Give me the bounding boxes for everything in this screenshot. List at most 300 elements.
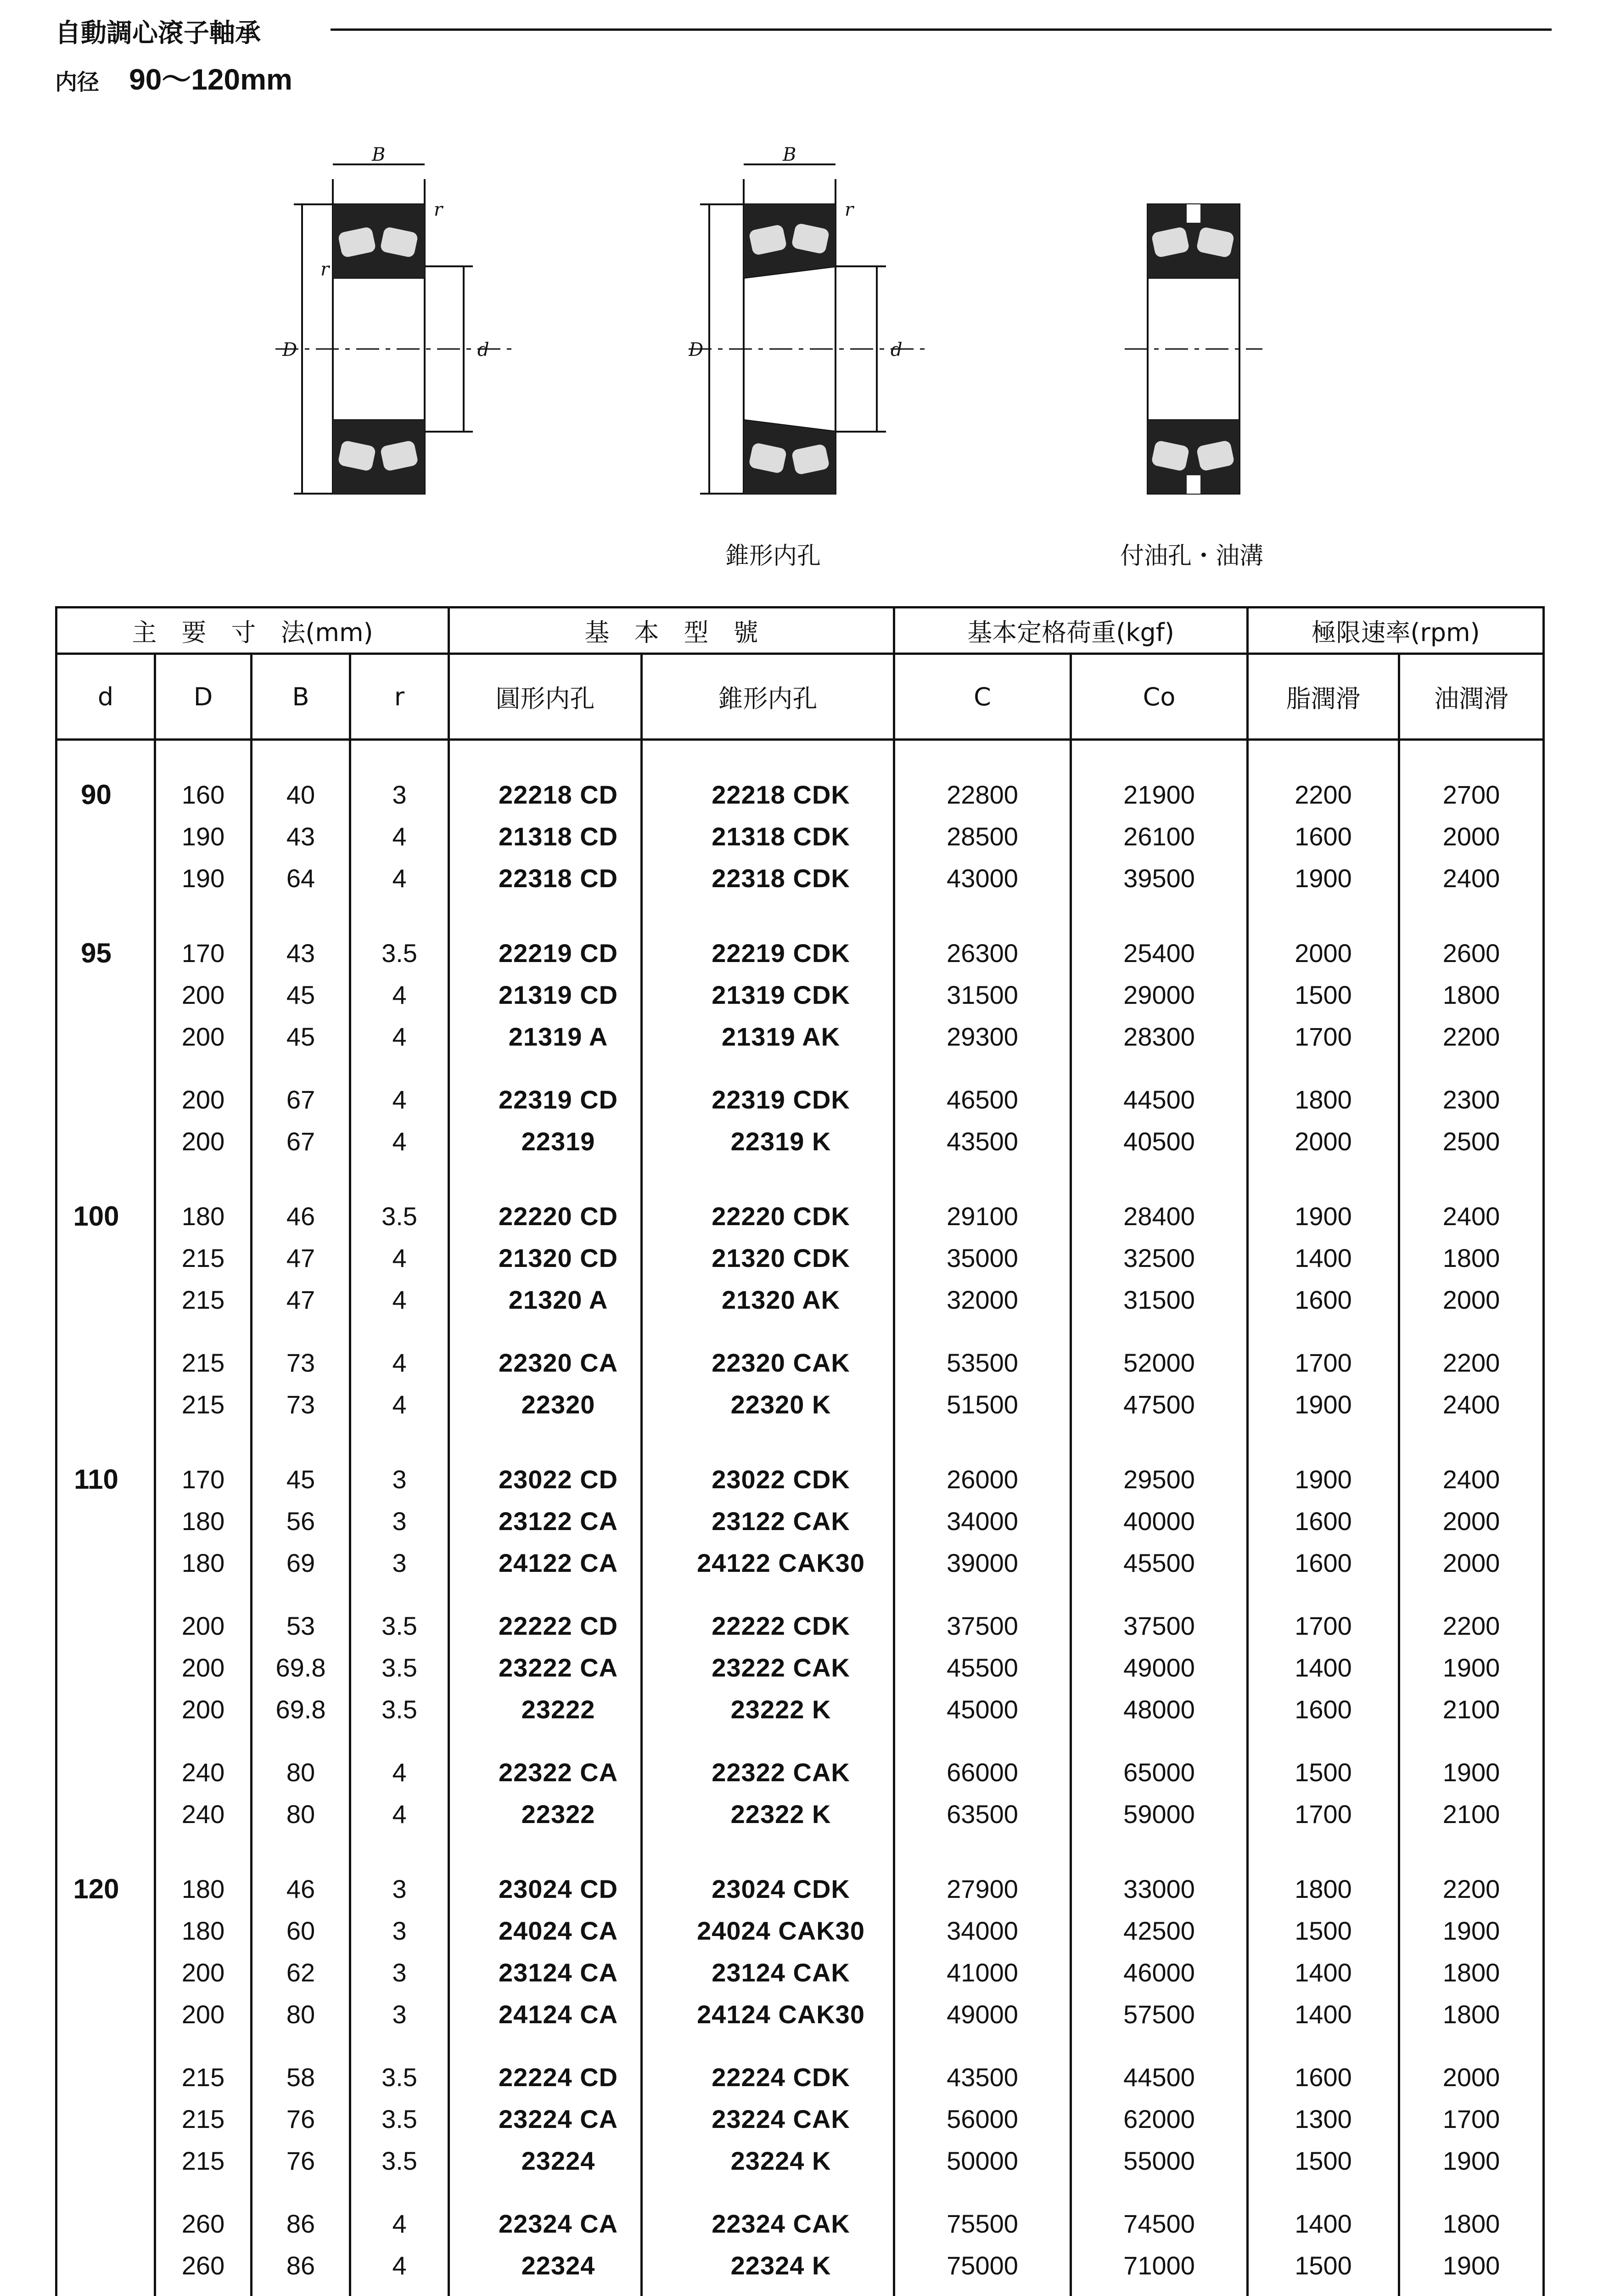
static-load-cell: 29000 xyxy=(1071,974,1248,1016)
width-cell: 80 xyxy=(252,1751,350,1793)
dynamic-load-cell: 34000 xyxy=(894,1500,1071,1542)
dynamic-load-cell: 51500 xyxy=(894,1384,1071,1425)
dynamic-load-cell: 26300 xyxy=(894,932,1071,974)
oil-speed-cell: 1800 xyxy=(1399,1237,1544,1279)
table-row xyxy=(56,1993,1544,2035)
tapered-model-cell: 22320 K xyxy=(642,1384,894,1425)
cylindrical-model-cell: 22322 xyxy=(449,1793,642,1835)
oil-speed-cell: 1700 xyxy=(1399,2098,1544,2140)
outer-diameter-cell: 170 xyxy=(155,1458,252,1500)
tapered-model-cell: 23222 K xyxy=(642,1688,894,1730)
subtitle-row xyxy=(55,56,292,96)
grease-speed-cell: 2000 xyxy=(1248,1120,1399,1162)
label-d: d xyxy=(891,339,903,360)
oil-speed-cell: 1800 xyxy=(1399,2203,1544,2245)
chamfer-cell: 3.5 xyxy=(350,2098,449,2140)
table-row xyxy=(56,1751,1544,1793)
static-load-cell: 46000 xyxy=(1071,1952,1248,1993)
spacer-row xyxy=(56,1730,1544,1751)
oil-speed-cell: 2100 xyxy=(1399,1793,1544,1835)
col-r: r xyxy=(350,654,449,740)
col-D: D xyxy=(155,654,252,740)
table-row xyxy=(56,1195,1544,1237)
dynamic-load-cell: 53500 xyxy=(894,1342,1071,1384)
col-Co: Co xyxy=(1071,654,1248,740)
spacer-row xyxy=(56,1584,1544,1605)
width-cell: 80 xyxy=(252,1793,350,1835)
static-load-cell: 32500 xyxy=(1071,1237,1248,1279)
dynamic-load-cell: 29300 xyxy=(894,1016,1071,1058)
chamfer-cell: 3 xyxy=(350,1868,449,1910)
outer-diameter-cell: 200 xyxy=(155,1647,252,1688)
table-row xyxy=(56,774,1544,816)
bore-diameter-cell xyxy=(56,1384,155,1425)
tapered-model-cell: 21320 AK xyxy=(642,1279,894,1321)
tapered-model-cell: 22318 CDK xyxy=(642,857,894,899)
table-row xyxy=(56,1384,1544,1425)
static-load-cell: 40000 xyxy=(1071,1500,1248,1542)
grease-speed-cell: 1600 xyxy=(1248,2056,1399,2098)
dynamic-load-cell: 46500 xyxy=(894,1079,1071,1120)
spec-table xyxy=(55,606,1545,2296)
grease-speed-cell: 1700 xyxy=(1248,1342,1399,1384)
chamfer-cell: 3.5 xyxy=(350,932,449,974)
spacer-row xyxy=(56,2182,1544,2203)
static-load-cell: 44500 xyxy=(1071,1079,1248,1120)
chamfer-cell: 3.5 xyxy=(350,2140,449,2182)
spacer-row xyxy=(56,899,1544,932)
cylindrical-model-cell: 23224 xyxy=(449,2140,642,2182)
table-row xyxy=(56,974,1544,1016)
outer-diameter-cell: 180 xyxy=(155,1195,252,1237)
width-cell: 62 xyxy=(252,1952,350,1993)
grease-speed-cell: 1400 xyxy=(1248,1952,1399,1993)
cylindrical-model-cell: 22318 CD xyxy=(449,857,642,899)
oil-speed-cell: 2100 xyxy=(1399,1688,1544,1730)
bore-diameter-cell xyxy=(56,1952,155,1993)
label-r: r xyxy=(845,199,854,220)
bore-diameter-cell xyxy=(56,816,155,857)
dynamic-load-cell: 39000 xyxy=(894,1542,1071,1584)
label-r-inner: r xyxy=(320,259,330,280)
dynamic-load-cell: 27900 xyxy=(894,1868,1071,1910)
dynamic-load-cell: 34000 xyxy=(894,1910,1071,1952)
width-cell: 46 xyxy=(252,1195,350,1237)
tapered-model-cell: 22319 K xyxy=(642,1120,894,1162)
oil-speed-cell: 2700 xyxy=(1399,774,1544,816)
cylindrical-model-cell: 24122 CA xyxy=(449,1542,642,1584)
width-cell: 45 xyxy=(252,974,350,1016)
chamfer-cell: 4 xyxy=(350,1279,449,1321)
static-load-cell: 40500 xyxy=(1071,1120,1248,1162)
cylindrical-model-cell: 24024 CA xyxy=(449,1910,642,1952)
chamfer-cell: 4 xyxy=(350,816,449,857)
table-row xyxy=(56,1542,1544,1584)
oil-speed-cell: 2200 xyxy=(1399,1605,1544,1647)
header-model: 基 本 型 號 xyxy=(449,608,894,654)
table-row xyxy=(56,1237,1544,1279)
grease-speed-cell: 1500 xyxy=(1248,2140,1399,2182)
chamfer-cell: 4 xyxy=(350,2203,449,2245)
table-row xyxy=(56,2245,1544,2286)
dynamic-load-cell: 43000 xyxy=(894,857,1071,899)
oil-speed-cell: 1800 xyxy=(1399,1952,1544,1993)
chamfer-cell: 4 xyxy=(350,1793,449,1835)
chamfer-cell: 4 xyxy=(350,857,449,899)
static-load-cell: 42500 xyxy=(1071,1910,1248,1952)
bore-diameter-cell xyxy=(56,1079,155,1120)
grease-speed-cell: 1900 xyxy=(1248,1384,1399,1425)
width-cell: 76 xyxy=(252,2140,350,2182)
static-load-cell: 65000 xyxy=(1071,1751,1248,1793)
cylindrical-model-cell: 22220 CD xyxy=(449,1195,642,1237)
dynamic-load-cell: 49000 xyxy=(894,1993,1071,2035)
grease-speed-cell: 2200 xyxy=(1248,774,1399,816)
dynamic-load-cell: 28500 xyxy=(894,816,1071,857)
tapered-model-cell: 21320 CDK xyxy=(642,1237,894,1279)
chamfer-cell: 3 xyxy=(350,1500,449,1542)
static-load-cell: 21900 xyxy=(1071,774,1248,816)
dynamic-load-cell: 66000 xyxy=(894,1751,1071,1793)
cylindrical-model-cell: 22319 xyxy=(449,1120,642,1162)
static-load-cell: 55000 xyxy=(1071,2140,1248,2182)
outer-diameter-cell: 170 xyxy=(155,932,252,974)
grease-speed-cell: 1500 xyxy=(1248,974,1399,1016)
outer-diameter-cell: 240 xyxy=(155,1793,252,1835)
oil-speed-cell: 2600 xyxy=(1399,932,1544,974)
label-D: D xyxy=(282,339,297,360)
table-row xyxy=(56,1647,1544,1688)
width-cell: 46 xyxy=(252,1868,350,1910)
table-row xyxy=(56,2203,1544,2245)
chamfer-cell: 3 xyxy=(350,774,449,816)
cylindrical-model-cell: 23222 xyxy=(449,1688,642,1730)
dynamic-load-cell: 35000 xyxy=(894,1237,1071,1279)
dynamic-load-cell: 63500 xyxy=(894,1793,1071,1835)
cylindrical-model-cell: 22218 CD xyxy=(449,774,642,816)
bore-diameter-cell xyxy=(56,1500,155,1542)
cylindrical-model-cell: 22324 xyxy=(449,2245,642,2286)
oil-speed-cell: 1800 xyxy=(1399,974,1544,1016)
static-load-cell: 59000 xyxy=(1071,1793,1248,1835)
static-load-cell: 52000 xyxy=(1071,1342,1248,1384)
title-rule xyxy=(331,28,1552,31)
tapered-model-cell: 22319 CDK xyxy=(642,1079,894,1120)
tapered-model-cell: 23224 K xyxy=(642,2140,894,2182)
bore-diameter-cell xyxy=(56,1688,155,1730)
cylindrical-model-cell: 22320 xyxy=(449,1384,642,1425)
bore-diameter-cell: 95 xyxy=(56,932,155,974)
width-cell: 56 xyxy=(252,1500,350,1542)
tapered-model-cell: 23224 CAK xyxy=(642,2098,894,2140)
bore-label: 内径 xyxy=(55,69,100,95)
header-dimensions: 主 要 寸 法(mm) xyxy=(56,608,449,654)
bore-diameter-cell xyxy=(56,2140,155,2182)
bore-diameter-cell: 90 xyxy=(56,774,155,816)
table-row xyxy=(56,1793,1544,1835)
width-cell: 69.8 xyxy=(252,1647,350,1688)
grease-speed-cell: 1400 xyxy=(1248,1647,1399,1688)
oil-speed-cell: 2400 xyxy=(1399,1195,1544,1237)
tapered-model-cell: 22224 CDK xyxy=(642,2056,894,2098)
bearing-diagram-tapered xyxy=(689,147,927,505)
outer-diameter-cell: 260 xyxy=(155,2245,252,2286)
col-d: d xyxy=(56,654,155,740)
caption-tapered-bore: 錐形内孔 xyxy=(725,542,821,570)
cylindrical-model-cell: 23224 CA xyxy=(449,2098,642,2140)
chamfer-cell: 3.5 xyxy=(350,1195,449,1237)
oil-speed-cell: 1900 xyxy=(1399,2140,1544,2182)
bore-diameter-cell: 120 xyxy=(56,1868,155,1910)
col-B: B xyxy=(252,654,350,740)
tapered-model-cell: 23024 CDK xyxy=(642,1868,894,1910)
chamfer-cell: 3 xyxy=(350,1952,449,1993)
width-cell: 76 xyxy=(252,2098,350,2140)
outer-diameter-cell: 200 xyxy=(155,1688,252,1730)
oil-speed-cell: 2200 xyxy=(1399,1016,1544,1058)
table-row xyxy=(56,1016,1544,1058)
col-tapered-bore: 錐形内孔 xyxy=(642,654,894,740)
dynamic-load-cell: 29100 xyxy=(894,1195,1071,1237)
table-row xyxy=(56,1120,1544,1162)
cylindrical-model-cell: 21320 A xyxy=(449,1279,642,1321)
cylindrical-model-cell: 21319 CD xyxy=(449,974,642,1016)
outer-diameter-cell: 180 xyxy=(155,1542,252,1584)
table-row xyxy=(56,1952,1544,1993)
tapered-model-cell: 21318 CDK xyxy=(642,816,894,857)
dynamic-load-cell: 41000 xyxy=(894,1952,1071,1993)
bore-diameter-cell xyxy=(56,1993,155,2035)
bore-diameter-cell xyxy=(56,1910,155,1952)
grease-speed-cell: 1600 xyxy=(1248,1542,1399,1584)
cylindrical-model-cell: 23124 CA xyxy=(449,1952,642,1993)
static-load-cell: 49000 xyxy=(1071,1647,1248,1688)
outer-diameter-cell: 180 xyxy=(155,1868,252,1910)
width-cell: 45 xyxy=(252,1016,350,1058)
bore-diameter-cell xyxy=(56,1279,155,1321)
table-row xyxy=(56,932,1544,974)
bore-diameter-cell: 100 xyxy=(56,1195,155,1237)
dynamic-load-cell: 32000 xyxy=(894,1279,1071,1321)
tapered-model-cell: 23022 CDK xyxy=(642,1458,894,1500)
bore-range: 90～120mm xyxy=(129,63,292,96)
width-cell: 58 xyxy=(252,2056,350,2098)
width-cell: 86 xyxy=(252,2203,350,2245)
chamfer-cell: 4 xyxy=(350,1016,449,1058)
static-load-cell: 71000 xyxy=(1071,2245,1248,2286)
page-title: 自動調心滾子軸承 xyxy=(55,18,261,48)
outer-diameter-cell: 215 xyxy=(155,1384,252,1425)
col-oil: 油潤滑 xyxy=(1399,654,1544,740)
width-cell: 53 xyxy=(252,1605,350,1647)
bore-diameter-cell xyxy=(56,1793,155,1835)
oil-speed-cell: 2400 xyxy=(1399,857,1544,899)
cylindrical-model-cell: 21318 CD xyxy=(449,816,642,857)
spacer-row xyxy=(56,1835,1544,1868)
outer-diameter-cell: 200 xyxy=(155,974,252,1016)
oil-speed-cell: 2200 xyxy=(1399,1868,1544,1910)
oil-speed-cell: 1800 xyxy=(1399,1993,1544,2035)
bore-diameter-cell xyxy=(56,1016,155,1058)
cylindrical-model-cell: 22224 CD xyxy=(449,2056,642,2098)
dynamic-load-cell: 31500 xyxy=(894,974,1071,1016)
outer-diameter-cell: 160 xyxy=(155,774,252,816)
chamfer-cell: 4 xyxy=(350,974,449,1016)
bore-diameter-cell xyxy=(56,2245,155,2286)
cylindrical-model-cell: 23024 CD xyxy=(449,1868,642,1910)
bore-diameter-cell xyxy=(56,2203,155,2245)
width-cell: 47 xyxy=(252,1237,350,1279)
spacer-row xyxy=(56,2286,1544,2296)
spacer-row xyxy=(56,740,1544,774)
static-load-cell: 47500 xyxy=(1071,1384,1248,1425)
dynamic-load-cell: 26000 xyxy=(894,1458,1071,1500)
outer-diameter-cell: 215 xyxy=(155,2140,252,2182)
oil-speed-cell: 2000 xyxy=(1399,1279,1544,1321)
table-row xyxy=(56,1458,1544,1500)
tapered-model-cell: 22324 CAK xyxy=(642,2203,894,2245)
dynamic-load-cell: 43500 xyxy=(894,1120,1071,1162)
table-row xyxy=(56,1279,1544,1321)
cylindrical-model-cell: 24124 CA xyxy=(449,1993,642,2035)
table-row xyxy=(56,2140,1544,2182)
table-row xyxy=(56,857,1544,899)
static-load-cell: 39500 xyxy=(1071,857,1248,899)
cylindrical-model-cell: 22322 CA xyxy=(449,1751,642,1793)
oil-speed-cell: 2200 xyxy=(1399,1342,1544,1384)
cylindrical-model-cell: 22219 CD xyxy=(449,932,642,974)
table-row xyxy=(56,816,1544,857)
grease-speed-cell: 1900 xyxy=(1248,857,1399,899)
width-cell: 43 xyxy=(252,816,350,857)
outer-diameter-cell: 200 xyxy=(155,1993,252,2035)
width-cell: 73 xyxy=(252,1342,350,1384)
chamfer-cell: 3.5 xyxy=(350,2056,449,2098)
static-load-cell: 62000 xyxy=(1071,2098,1248,2140)
chamfer-cell: 3.5 xyxy=(350,1647,449,1688)
chamfer-cell: 4 xyxy=(350,1342,449,1384)
width-cell: 80 xyxy=(252,1993,350,2035)
spacer-row xyxy=(56,1425,1544,1458)
label-B: B xyxy=(372,147,386,165)
bore-diameter-cell xyxy=(56,1647,155,1688)
width-cell: 73 xyxy=(252,1384,350,1425)
oil-speed-cell: 2000 xyxy=(1399,816,1544,857)
table-row xyxy=(56,1342,1544,1384)
grease-speed-cell: 1400 xyxy=(1248,1237,1399,1279)
static-load-cell: 26100 xyxy=(1071,816,1248,857)
oil-speed-cell: 2000 xyxy=(1399,1500,1544,1542)
width-cell: 45 xyxy=(252,1458,350,1500)
title-row xyxy=(55,13,1552,48)
table-row xyxy=(56,1079,1544,1120)
dynamic-load-cell: 45500 xyxy=(894,1647,1071,1688)
oil-speed-cell: 1900 xyxy=(1399,1647,1544,1688)
cylindrical-model-cell: 22324 CA xyxy=(449,2203,642,2245)
header-speed: 極限速率(rpm) xyxy=(1248,608,1544,654)
grease-speed-cell: 2000 xyxy=(1248,932,1399,974)
tapered-model-cell: 24122 CAK30 xyxy=(642,1542,894,1584)
oil-speed-cell: 2300 xyxy=(1399,1079,1544,1120)
width-cell: 69.8 xyxy=(252,1688,350,1730)
outer-diameter-cell: 200 xyxy=(155,1605,252,1647)
cylindrical-model-cell: 21320 CD xyxy=(449,1237,642,1279)
tapered-model-cell: 21319 AK xyxy=(642,1016,894,1058)
bore-diameter-cell xyxy=(56,2056,155,2098)
label-d: d xyxy=(477,339,489,360)
header-load: 基本定格荷重(kgf) xyxy=(894,608,1248,654)
tapered-model-cell: 22222 CDK xyxy=(642,1605,894,1647)
chamfer-cell: 3.5 xyxy=(350,1688,449,1730)
width-cell: 40 xyxy=(252,774,350,816)
bore-diameter-cell xyxy=(56,1237,155,1279)
static-load-cell: 28400 xyxy=(1071,1195,1248,1237)
bore-diameter-cell xyxy=(56,857,155,899)
label-r-outer: r xyxy=(434,199,443,220)
bore-diameter-cell xyxy=(56,1120,155,1162)
tapered-model-cell: 24124 CAK30 xyxy=(642,1993,894,2035)
tapered-model-cell: 23124 CAK xyxy=(642,1952,894,1993)
grease-speed-cell: 1700 xyxy=(1248,1016,1399,1058)
oil-speed-cell: 1900 xyxy=(1399,1910,1544,1952)
grease-speed-cell: 1700 xyxy=(1248,1793,1399,1835)
table-row xyxy=(56,2098,1544,2140)
width-cell: 86 xyxy=(252,2245,350,2286)
bore-diameter-cell xyxy=(56,1751,155,1793)
table-row xyxy=(56,1688,1544,1730)
cylindrical-model-cell: 23122 CA xyxy=(449,1500,642,1542)
tapered-model-cell: 22324 K xyxy=(642,2245,894,2286)
chamfer-cell: 3 xyxy=(350,1910,449,1952)
cylindrical-model-cell: 22320 CA xyxy=(449,1342,642,1384)
static-load-cell: 45500 xyxy=(1071,1542,1248,1584)
outer-diameter-cell: 180 xyxy=(155,1910,252,1952)
outer-diameter-cell: 190 xyxy=(155,816,252,857)
chamfer-cell: 3 xyxy=(350,1542,449,1584)
col-cylindrical-bore: 圓形内孔 xyxy=(449,654,642,740)
grease-speed-cell: 1700 xyxy=(1248,1605,1399,1647)
static-load-cell: 28300 xyxy=(1071,1016,1248,1058)
bearing-diagram-oil-groove xyxy=(1125,147,1262,505)
static-load-cell: 25400 xyxy=(1071,932,1248,974)
oil-speed-cell: 2000 xyxy=(1399,2056,1544,2098)
dynamic-load-cell: 43500 xyxy=(894,2056,1071,2098)
grease-speed-cell: 1600 xyxy=(1248,1688,1399,1730)
static-load-cell: 44500 xyxy=(1071,2056,1248,2098)
table-row xyxy=(56,1868,1544,1910)
col-C: C xyxy=(894,654,1071,740)
dynamic-load-cell: 45000 xyxy=(894,1688,1071,1730)
tapered-model-cell: 22218 CDK xyxy=(642,774,894,816)
outer-diameter-cell: 200 xyxy=(155,1016,252,1058)
grease-speed-cell: 1600 xyxy=(1248,816,1399,857)
bore-diameter-cell xyxy=(56,974,155,1016)
spacer-row xyxy=(56,1058,1544,1079)
chamfer-cell: 4 xyxy=(350,1384,449,1425)
grease-speed-cell: 1600 xyxy=(1248,1500,1399,1542)
dynamic-load-cell: 22800 xyxy=(894,774,1071,816)
chamfer-cell: 3.5 xyxy=(350,1605,449,1647)
width-cell: 67 xyxy=(252,1120,350,1162)
label-D: D xyxy=(689,339,704,360)
width-cell: 47 xyxy=(252,1279,350,1321)
dynamic-load-cell: 75500 xyxy=(894,2203,1071,2245)
dynamic-load-cell: 37500 xyxy=(894,1605,1071,1647)
oil-speed-cell: 2400 xyxy=(1399,1384,1544,1425)
grease-speed-cell: 1500 xyxy=(1248,1751,1399,1793)
dynamic-load-cell: 56000 xyxy=(894,2098,1071,2140)
grease-speed-cell: 1600 xyxy=(1248,1279,1399,1321)
